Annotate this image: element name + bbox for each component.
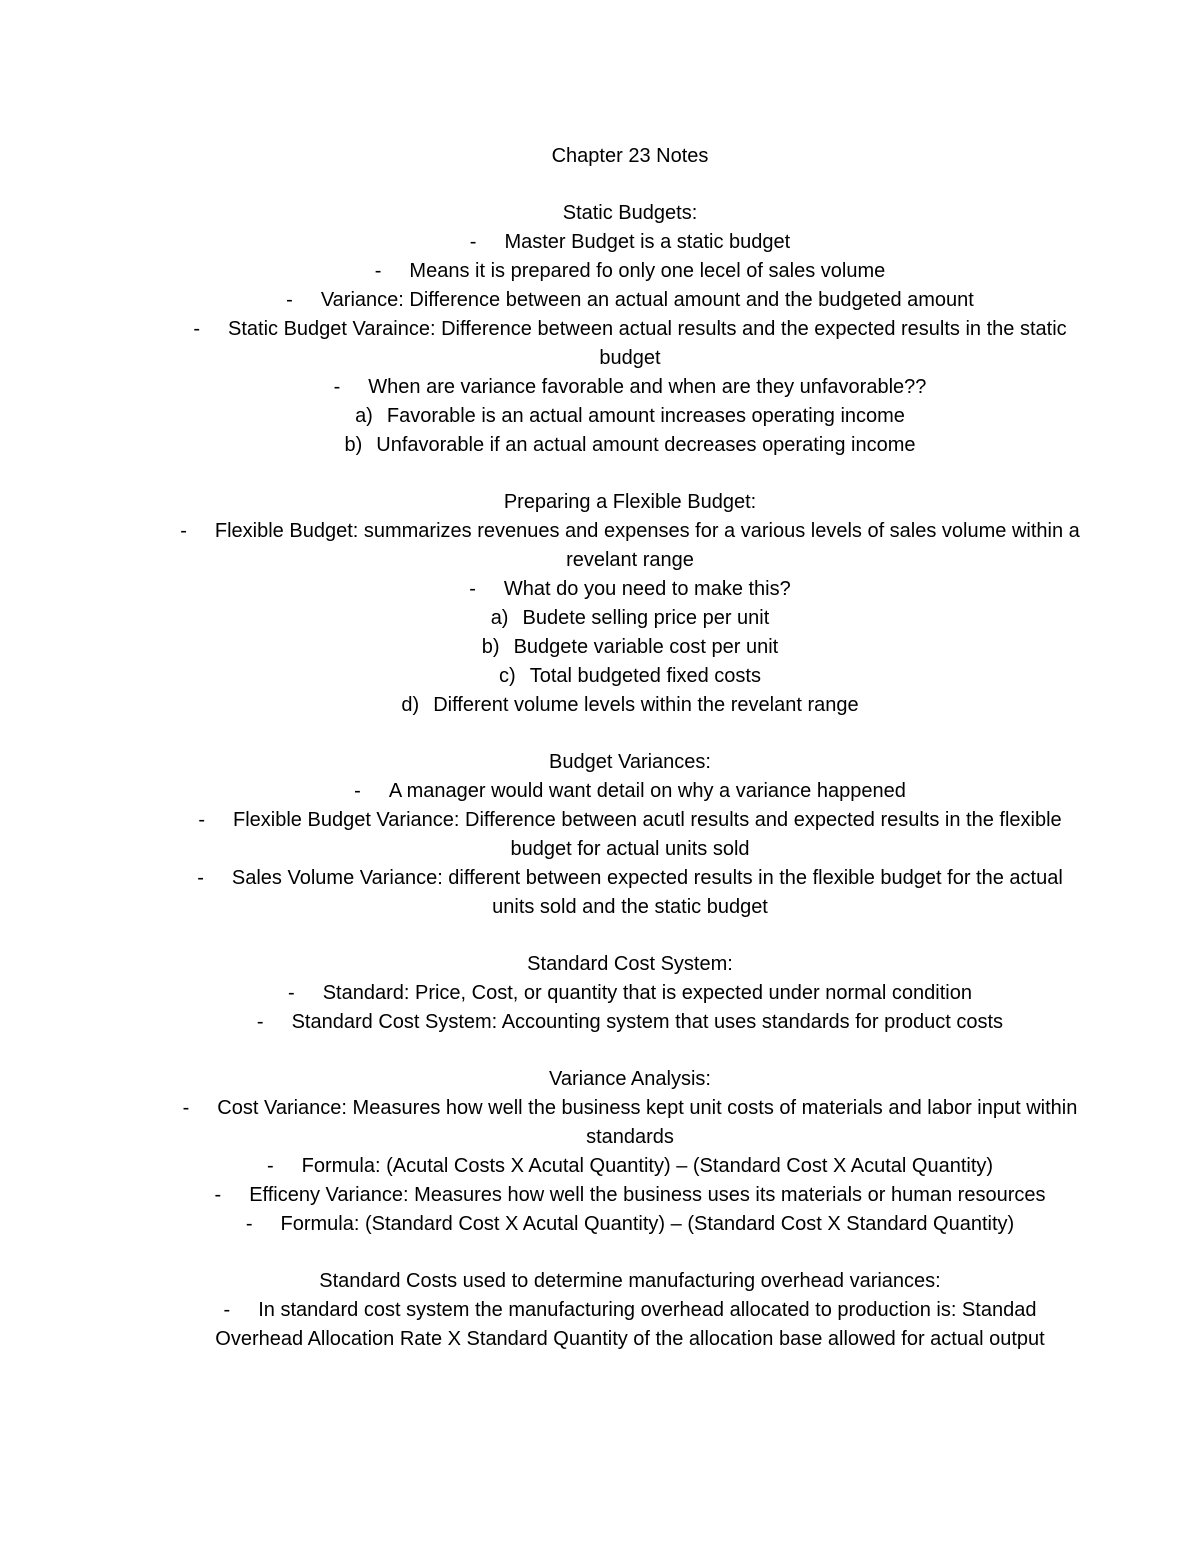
section-variance-analysis (180, 1065, 1080, 1239)
letter-marker: d) (401, 694, 420, 716)
item-text: Formula: (Standard Cost X Acutal Quantity) – (Standard Cost X Standard Quantity) (280, 1213, 1015, 1235)
bullet-marker: - (288, 982, 295, 1004)
item-text: Unfavorable if an actual amount decreases operating income (376, 434, 916, 456)
bullet-marker: - (198, 809, 206, 831)
list-item (180, 373, 1080, 402)
bullet-marker: - (469, 578, 476, 600)
list-item (180, 864, 1080, 922)
item-text: Static Budget Varaince: Difference between actual results and the expected results in the static budget (228, 318, 1067, 369)
item-text: Standard: Price, Cost, or quantity that is expected under normal condition (322, 982, 972, 1004)
list-item (180, 257, 1080, 286)
bullet-marker: - (469, 231, 477, 253)
document-content (180, 142, 1080, 1382)
list-item (180, 228, 1080, 257)
bullet-marker: - (333, 376, 341, 398)
list-item (180, 1094, 1080, 1152)
bullet-marker: - (182, 1097, 190, 1119)
bullet-marker: - (354, 780, 361, 802)
item-text: Variance: Difference between an actual amount and the budgeted amount (320, 289, 974, 311)
section-budget-variances (180, 748, 1080, 922)
list-item (180, 517, 1080, 575)
section-heading: Standard Cost System: (527, 953, 733, 975)
section-heading: Variance Analysis: (549, 1068, 711, 1090)
letter-marker: b) (481, 636, 500, 658)
letter-marker: b) (344, 434, 363, 456)
list-item (180, 1008, 1080, 1037)
bullet-marker: - (180, 520, 187, 542)
item-text: Cost Variance: Measures how well the business kept unit costs of materials and labor input within standards (217, 1097, 1078, 1148)
section-flexible-budget (180, 488, 1080, 720)
list-item (180, 402, 1080, 431)
item-text: When are variance favorable and when are they unfavorable?? (368, 376, 927, 398)
item-text: Favorable is an actual amount increases operating income (386, 405, 905, 427)
item-text: Total budgeted fixed costs (529, 665, 761, 687)
item-text: Different volume levels within the revelant range (433, 694, 859, 716)
section-heading: Static Budgets: (562, 202, 698, 224)
list-item (180, 604, 1080, 633)
item-text: Means it is prepared fo only one lecel of sales volume (409, 260, 886, 282)
bullet-marker: - (286, 289, 293, 311)
item-text: Sales Volume Variance: different between expected results in the flexible budget for the actual units sold and the static budget (231, 867, 1063, 918)
item-text: In standard cost system the manufacturing overhead allocated to production is: Standad Overhead Allocation Rate X Standard Quantity of the allocation base allowed for actual output (215, 1299, 1045, 1350)
list-item (180, 777, 1080, 806)
list-item (180, 979, 1080, 1008)
list-item (180, 1181, 1080, 1210)
letter-marker: a) (355, 405, 373, 427)
list-item (180, 662, 1080, 691)
item-text: A manager would want detail on why a variance happened (388, 780, 906, 802)
item-text: Master Budget is a static budget (504, 231, 791, 253)
section-heading: Standard Costs used to determine manufacturing overhead variances: (319, 1270, 941, 1292)
letter-marker: a) (490, 607, 509, 629)
bullet-marker: - (197, 867, 204, 889)
letter-marker: c) (499, 665, 516, 687)
list-item (180, 1152, 1080, 1181)
bullet-marker: - (223, 1299, 231, 1321)
list-item (180, 633, 1080, 662)
bullet-marker: - (214, 1184, 222, 1206)
list-item (180, 1210, 1080, 1239)
item-text: What do you need to make this? (503, 578, 791, 600)
item-text: Standard Cost System: Accounting system that uses standards for product costs (291, 1011, 1004, 1033)
list-item (180, 286, 1080, 315)
list-item (180, 691, 1080, 720)
bullet-marker: - (256, 1011, 264, 1033)
item-text: Budete selling price per unit (522, 607, 770, 629)
item-text: Efficeny Variance: Measures how well the business uses its materials or human resources (249, 1184, 1046, 1206)
document-title: Chapter 23 Notes (551, 145, 709, 167)
item-text: Flexible Budget: summarizes revenues and expenses for a various levels of sales volume within a revelant range (214, 520, 1080, 571)
item-text: Budgete variable cost per unit (513, 636, 779, 658)
bullet-marker: - (374, 260, 382, 282)
list-item (180, 431, 1080, 460)
section-heading: Budget Variances: (549, 751, 711, 773)
bullet-marker: - (266, 1155, 274, 1177)
section-standard-cost-system (180, 950, 1080, 1037)
item-text: Flexible Budget Variance: Difference between acutl results and expected results in the flexible budget for actual units sold (233, 809, 1062, 860)
item-text: Formula: (Acutal Costs X Acutal Quantity) – (Standard Cost X Acutal Quantity) (301, 1155, 994, 1177)
list-item (180, 806, 1080, 864)
list-item (180, 315, 1080, 373)
list-item (180, 575, 1080, 604)
bullet-marker: - (245, 1213, 253, 1235)
section-heading: Preparing a Flexible Budget: (503, 491, 757, 513)
bullet-marker: - (193, 318, 201, 340)
section-overhead-variances (180, 1267, 1080, 1354)
list-item (180, 1296, 1080, 1354)
section-static-budgets (180, 199, 1080, 460)
